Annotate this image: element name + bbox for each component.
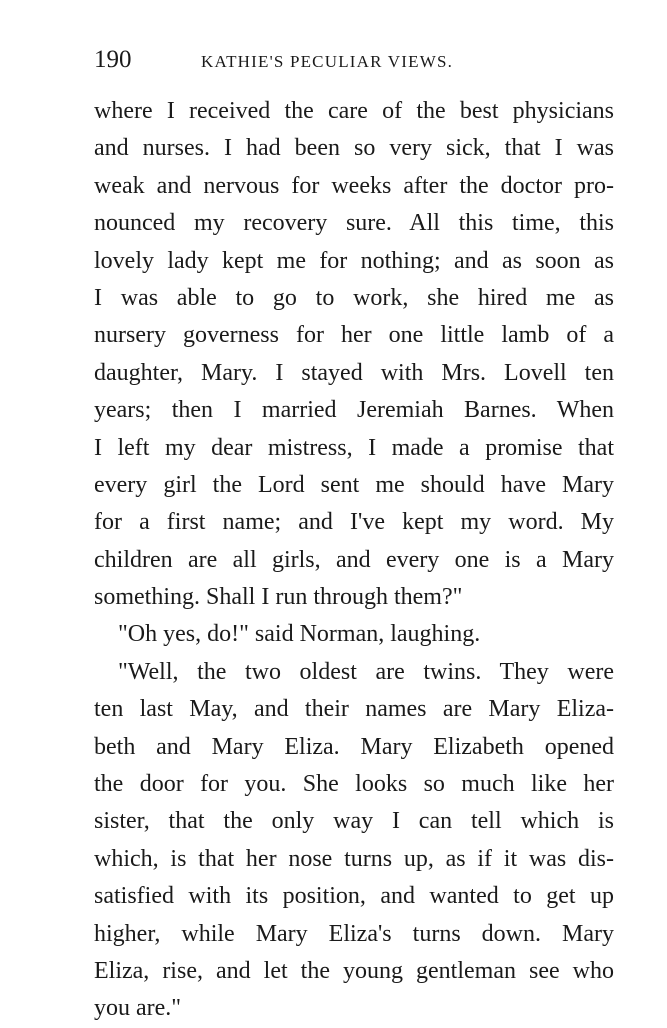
text-line: weak and nervous for weeks after the doctor pro- (94, 172, 614, 199)
text-line: for a first name; and I've kept my word. My (94, 509, 614, 536)
text-line: higher, while Mary Eliza's turns down. Mary (94, 920, 614, 947)
text-line: and nurses. I had been so very sick, that I was (94, 135, 614, 162)
text-line: the door for you. She looks so much like her (94, 771, 614, 798)
text-line: every girl the Lord sent me should have Mary (94, 471, 614, 498)
text-line: something. Shall I run through them?" (94, 584, 463, 611)
text-line: children are all girls, and every one is a Mary (94, 546, 614, 573)
text-line: I left my dear mistress, I made a promise that (94, 434, 614, 461)
text-line: nursery governess for her one little lamb of a (94, 322, 614, 349)
page-header (94, 44, 614, 76)
text-line: which, is that her nose turns up, as if it was dis- (94, 845, 614, 872)
text-line: "Oh yes, do!" said Norman, laughing. (118, 621, 481, 648)
text-line: nounced my recovery sure. All this time, this (94, 210, 614, 237)
text-line: you are." (94, 995, 182, 1022)
text-line: satisfied with its position, and wanted to get up (94, 883, 614, 910)
text-line: beth and Mary Eliza. Mary Elizabeth opened (94, 733, 614, 760)
running-title: KATHIE'S PECULIAR VIEWS. (201, 52, 454, 71)
page-number: 190 (94, 46, 132, 73)
text-line: daughter, Mary. I stayed with Mrs. Lovell ten (94, 359, 614, 386)
text-line: Eliza, rise, and let the young gentleman see who (94, 957, 614, 984)
text-line: I was able to go to work, she hired me as (94, 284, 614, 311)
text-line: lovely lady kept me for nothing; and as soon as (94, 247, 614, 274)
text-line: ten last May, and their names are Mary Eliza- (94, 696, 614, 723)
text-line: sister, that the only way I can tell which is (94, 808, 614, 835)
text-line: "Well, the two oldest are twins. They were (118, 658, 614, 685)
text-line: where I received the care of the best physicians (94, 98, 614, 124)
body-text (94, 93, 614, 1028)
text-line: years; then I married Jeremiah Barnes. When (94, 397, 614, 424)
